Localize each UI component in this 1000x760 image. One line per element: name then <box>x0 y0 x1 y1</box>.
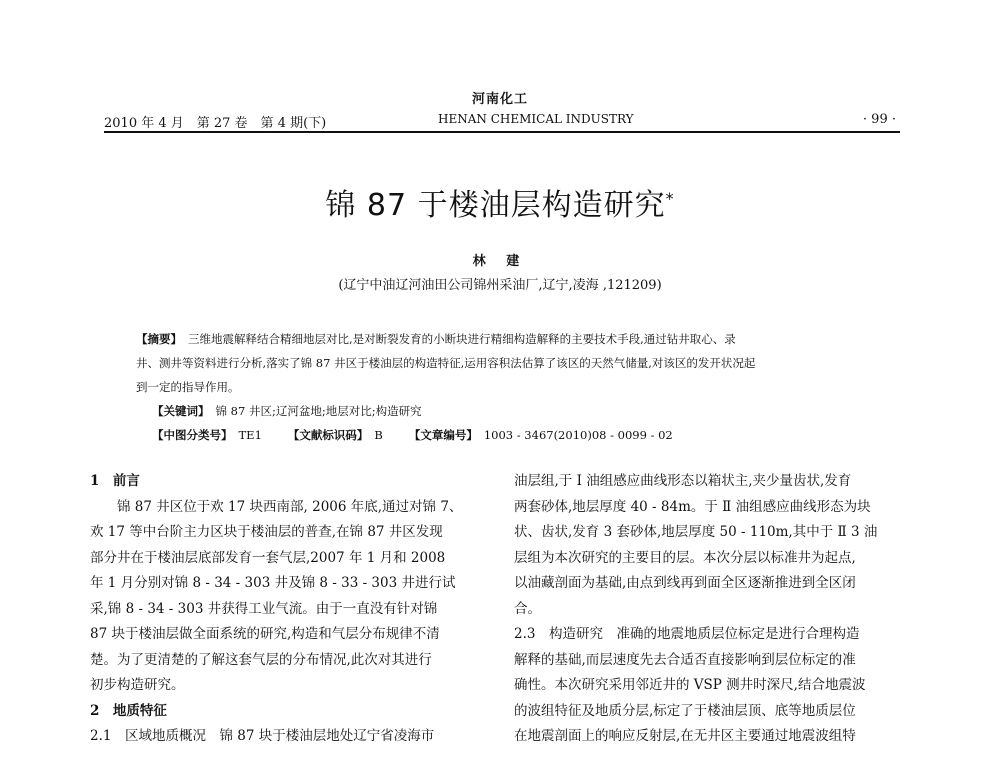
journal-english-name: HENAN CHEMICAL INDUSTRY <box>438 112 634 126</box>
header-rule <box>104 131 900 133</box>
abstract-line: 井、测井等资料进行分析,落实了锦 87 井区于楼油层的构造特征,运用容积法估算了该区的天然气储量,对该区的发开状况起 <box>136 356 756 370</box>
clc-value: TE1 <box>238 428 262 442</box>
body-text-line: 初步构造研究。 <box>90 677 185 693</box>
body-text-line: 采,锦 8 - 34 - 303 井获得工业气流。由于一直没有针对锦 <box>90 600 438 617</box>
body-text-line: 状、齿状,发育 3 套砂体,地层厚度 50 - 110m,其中于 Ⅱ 3 油 <box>514 524 878 540</box>
page-number: · 99 · <box>862 112 896 127</box>
article-title-text: 锦 87 于楼油层构造研究 <box>325 188 666 223</box>
section-heading: 1 前言 <box>90 473 140 489</box>
title-footnote-mark: * <box>665 189 675 208</box>
doc-code-label: 【文献标识码】 <box>287 428 369 442</box>
section-heading: 2 地质特征 <box>90 702 167 719</box>
doc-code-value: B <box>374 428 383 442</box>
body-text-line: 合。 <box>514 600 541 617</box>
issue-info: 2010 年 4 月 第 27 卷 第 4 期(下) <box>104 116 327 131</box>
abstract-text: 三维地震解释结合精细地层对比,是对断裂发育的小断块进行精细构造解释的主要技术手段,通过钻井取心、录 <box>188 332 736 346</box>
body-text-line: 油层组,于 I 油组感应曲线形态以箱状主,夹少量齿状,发育 <box>514 473 852 489</box>
body-text-line: 解释的基础,而层速度先去合适否直接影响到层位标定的准 <box>514 651 856 668</box>
body-text-line: 部分井在于楼油层底部发育一套气层,2007 年 1 月和 2008 <box>90 549 446 566</box>
body-text-line: 的波组特征及地质分层,标定了于楼油层顶、底等地质层位 <box>514 702 856 719</box>
body-text-line: 87 块于楼油层做全面系统的研究,构造和气层分布规律不清 <box>90 626 440 642</box>
clc-label: 【中图分类号】 <box>152 428 233 442</box>
body-text-line: 确性。本次研究采用邻近井的 VSP 测井时深尺,结合地震波 <box>514 677 866 693</box>
classification-line <box>136 423 876 447</box>
article-title <box>0 180 1000 224</box>
body-text-line: 层组为本次研究的主要目的层。本次分层以标准井为起点, <box>514 549 856 566</box>
keywords-text: 锦 87 井区;辽河盆地;地层对比;构造研究 <box>215 404 422 418</box>
article-number-label: 【文章编号】 <box>408 428 478 442</box>
body-text-line: 年 1 月分别对锦 8 - 34 - 303 井及锦 8 - 33 - 303 井进行试 <box>90 575 456 591</box>
body-text-line: 锦 87 井区位于欢 17 块西南部, 2006 年底,通过对锦 7、 <box>117 498 463 515</box>
journal-name: 河南化工 <box>471 92 528 107</box>
body-left-column <box>90 469 494 750</box>
abstract-label: 【摘要】 <box>136 332 182 346</box>
abstract-line <box>136 327 876 351</box>
article-number-value: 1003 - 3467(2010)08 - 0099 - 02 <box>483 428 673 442</box>
keywords-label: 【关键词】 <box>152 404 210 418</box>
body-text-line: 2.3 构造研究 准确的地震地质层位标定是进行合理构造 <box>514 626 860 642</box>
abstract-line: 到一定的指导作用。 <box>136 380 240 394</box>
body-text-line: 两套砂体,地层厚度 40 - 84m。于 Ⅱ 油组感应曲线形态为块 <box>514 498 871 515</box>
abstract-block <box>136 327 876 447</box>
keywords-line <box>136 399 876 423</box>
affiliation: (辽宁中油辽河油田公司锦州采油厂,辽宁,凌海 ,121209) <box>338 278 662 293</box>
body-text-line: 在地震剖面上的响应反射层,在无井区主要通过地震波组特 <box>514 728 856 744</box>
body-text-line: 2.1 区域地质概况 锦 87 块于楼油层地处辽宁省凌海市 <box>90 728 435 744</box>
body-text-line: 以油藏剖面为基础,由点到线再到面全区逐渐推进到全区闭 <box>514 575 856 591</box>
body-text-line: 楚。为了更清楚的了解这套气层的分布情况,此次对其进行 <box>90 651 432 668</box>
author: 林 建 <box>472 254 528 269</box>
body-right-column <box>514 469 924 750</box>
body-text-line: 欢 17 等中台阶主力区块于楼油层的普查,在锦 87 井区发现 <box>90 524 443 540</box>
